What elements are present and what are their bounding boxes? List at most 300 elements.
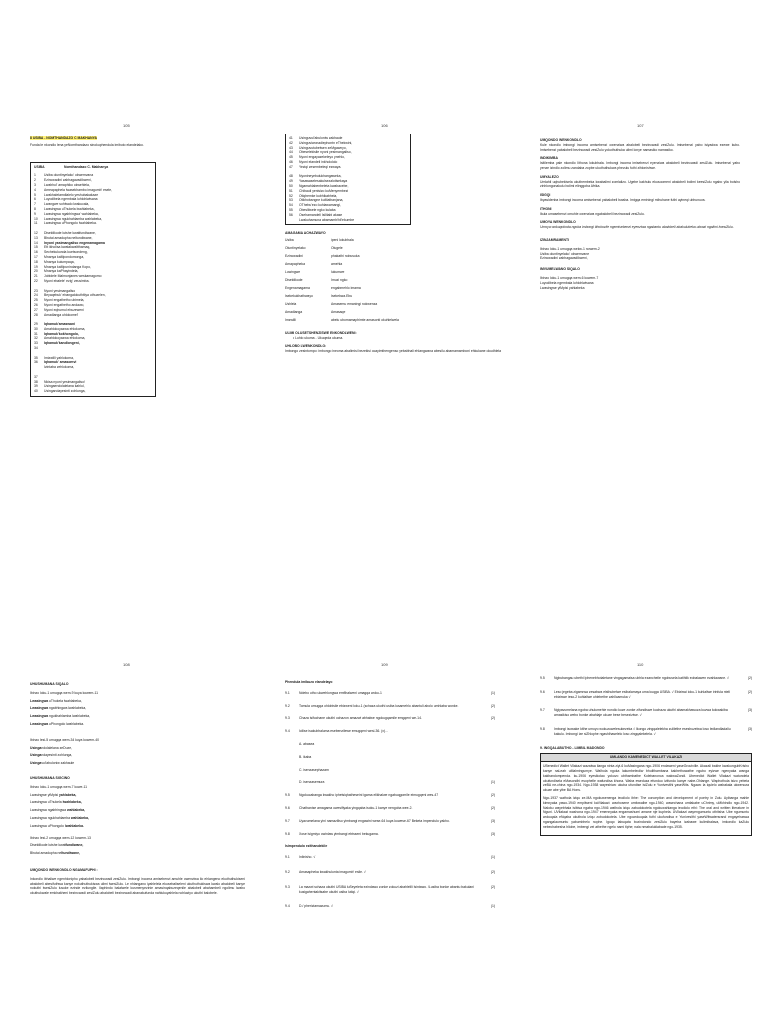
line-number: 2 — [34, 178, 36, 183]
vocab-word: Ezincwadini — [285, 254, 303, 259]
question-text: Leso jegeba zigamnsa zesabwa elsthubelwe esibalamaya uma kuqga USIBA. √ Ebiziswi ioku-1 kuhlaliwe irinfula nteli ebiziswe ieso-2 kuhlaliwe uhlebethe zahllcamuka √ — [554, 689, 731, 699]
question-marks: (2) — [490, 884, 495, 889]
question-row — [285, 885, 495, 895]
line-text: Iqhamuk'kandlongeni, — [44, 341, 80, 346]
question-text: La mazwi schaza ukuthi USIBA luSeyeleta ezindawo zonke zokuzi abahlelili Isintawo. /Lusiba bonke abantu bakulani kusigahentakitsabe ukuthi usiba lutiqi. √ — [299, 884, 474, 894]
question-number: 9.4 — [285, 904, 290, 909]
line-number: 41 — [289, 136, 293, 140]
line-number: 48 — [289, 174, 293, 179]
vocab-word: Engenamagama — [285, 286, 310, 291]
vocab-meaning: Imuzi ngko — [331, 278, 348, 283]
line-text: Obeslilwele ngko kulaba — [299, 207, 336, 212]
message-heading: UMYALEZO — [540, 174, 559, 179]
line-number: 34 — [34, 346, 38, 351]
question-row — [285, 691, 495, 696]
question-number: 9.1 — [285, 855, 290, 860]
vocab-meaning: Amasaqe — [331, 310, 346, 314]
vocab-word: Ushlela — [285, 302, 297, 307]
question-marks — [489, 742, 495, 747]
question-row — [285, 819, 495, 824]
line-number: 5 — [34, 192, 36, 197]
emphasis: Lwasingwa — [30, 706, 49, 711]
line-number: 7 — [34, 202, 36, 207]
line-text: Iqhamuk'amaswani — [44, 322, 75, 327]
line-number: 24 — [34, 293, 38, 298]
list-line — [30, 746, 245, 751]
questions-list — [285, 691, 495, 837]
list-line — [30, 691, 245, 696]
question-row — [285, 742, 495, 747]
questions-heading: Phendula imibuzo elandelayo — [285, 680, 333, 684]
emphasis: Lwasingwa — [30, 721, 49, 726]
line-number: 47 — [289, 164, 293, 169]
line-text: Usiba oluntinyelako' okwemvana — [44, 173, 94, 178]
line-number: 8 — [34, 206, 36, 211]
line-number: 43 — [289, 145, 293, 150]
question-marks — [489, 755, 495, 760]
list-line — [30, 851, 245, 856]
question-text: D./ pheriziamazumu. √ — [299, 904, 333, 909]
question-marks: (3) — [747, 708, 752, 713]
line-number: 17 — [34, 254, 38, 259]
line-number: 1 — [34, 173, 36, 178]
tone-heading: ITHONI — [540, 206, 552, 211]
text: Diseldikode lutshe kwa — [30, 843, 65, 848]
line-number: 32 — [34, 336, 38, 341]
theme-heading: INDIKIMBA — [540, 156, 558, 161]
question-row — [285, 793, 495, 798]
poem-lines-continued — [289, 136, 407, 222]
line-number: 22 — [34, 278, 38, 283]
page-number-107: 107 — [637, 123, 644, 128]
figurative-heading: ULIMI OLUSETSHENZISWE ENKONDLWENI: — [285, 330, 357, 335]
question-row — [285, 806, 495, 811]
line-number: 27 — [34, 307, 38, 312]
line-number: 20 — [34, 269, 38, 274]
list-line — [30, 843, 245, 848]
line-text: Nyoni eqhumul ebuzeweni — [44, 307, 84, 312]
line-number: 33 — [34, 341, 38, 346]
vocab-word: Usiba — [285, 238, 294, 243]
question-row — [540, 727, 752, 737]
vocab-row — [285, 286, 505, 291]
emphasis: Lwasingwa — [30, 698, 49, 703]
poem-type-heading: UHLOBO LWENKONDLO: — [285, 344, 327, 349]
question-row — [285, 704, 495, 709]
line-number: 39 — [34, 384, 38, 389]
text: Bhutai amadupha ne — [30, 851, 62, 856]
line-text: Nyoni yesimangaliso — [44, 288, 76, 293]
page-bottom-left — [30, 678, 245, 899]
vocab-list — [285, 238, 505, 323]
final-repetition-list-2 — [30, 836, 245, 856]
line-number: 42 — [289, 140, 293, 145]
vocab-row — [285, 294, 505, 299]
vocab-meaning: lukumwe — [331, 270, 345, 275]
line-number: 51 — [289, 188, 293, 193]
vocab-meaning: phakathi nobusuka — [331, 254, 360, 259]
question-number — [285, 742, 299, 747]
line-number: 54 — [289, 203, 293, 208]
question-number: 9.8 — [285, 831, 290, 836]
emphasis: Lwasingwa — [30, 714, 49, 719]
emphasis: yahlabeka, — [59, 792, 77, 797]
poem-box — [30, 162, 156, 397]
line-text: Nyoni engathetho andawo, — [44, 302, 85, 307]
line-text: Bhutai amadupha neltundiwane, — [44, 235, 93, 240]
line-number: 18 — [34, 259, 38, 264]
question-row — [285, 832, 495, 837]
question-row — [285, 904, 495, 909]
devices-line: Ibinzo loku-1 umugqa wekw-1 nowem-2 — [540, 246, 600, 251]
text: vul'abuloniw zakhaule — [41, 761, 75, 766]
page-bottom-middle — [285, 676, 495, 919]
tone-text: Ikula umasebenzi omuhle owenziwa ngabalobeli bezincwadi zesiZulu. — [540, 211, 645, 216]
list-line — [30, 824, 245, 829]
line-number: 44 — [289, 150, 293, 155]
question-number: 9.7 — [285, 818, 290, 823]
line-text: Usingandayesinti zohlunga, — [44, 389, 86, 394]
vocab-word: Imzwilli — [285, 317, 296, 322]
poem-author: Nomthandazo C. Makhanya — [64, 164, 109, 169]
vocab-word: Oluntinyelako — [285, 246, 306, 251]
text: ngabhingwa lwahlabeka, — [48, 706, 87, 711]
line-text: Mnanya kaMpunindanga Kopo, — [44, 264, 91, 269]
rhyme-line: Luyodibela ngembala luhlohlwisana — [540, 280, 594, 285]
answers-continued — [540, 676, 752, 737]
poem-type-text: Imbongo zesintompo: imbongo ineoma abalimisi bezekisi ocayimthengenso yebabhali ehlangwana abesilu abamamamboni ehkukane okudhlela — [285, 349, 502, 354]
question-text: Amasapheka kwakhulunta imagumb' esile. √ — [299, 869, 366, 874]
line-text: Otikhobangne kuMathanjana, — [299, 198, 344, 203]
question-row — [540, 708, 752, 718]
line-number: 52 — [289, 193, 293, 198]
text: Lwasingwa ngabhingwa — [30, 808, 67, 813]
text: uThukela lwahlabeka, — [48, 698, 82, 703]
line-text: Usinguvutubelwen zeMgawnyo, — [299, 145, 347, 150]
page-top-middle — [285, 134, 505, 357]
answers-list — [285, 855, 495, 909]
biography-body — [541, 762, 751, 834]
list-line — [30, 761, 245, 766]
devices-heading: IZINJAMRAMENTI — [540, 237, 570, 242]
page-number-105: 105 — [123, 123, 130, 128]
list-line — [30, 800, 245, 805]
text: ndayesinti zohlunga, — [41, 753, 73, 758]
line-number: 13 — [34, 235, 38, 240]
question-text: Icilise isakubhaluma esebenzilewe emugqeni wesi-36. (x)... — [299, 729, 388, 734]
question-text: Xose isigmiyo owinlaw yimbangi ebtsseni bekugama. — [299, 831, 379, 836]
question-marks: (2) — [490, 716, 495, 721]
summary-text: Inkondlo ibhaliwe ngenhlonipho yabalobeli bezincwadi zesiZulu. Imbongi incoma amisebenzi amuhle owenziwa ilo ehlangeno ekuthuthukiseni abalobeli abesifuthwa kanye nokuthuthukiswa ulimi lwesiZulu. Le nhlangano iyahlelela ekusebaliseleni ukuthuthukiswa kwalo abalobeli kanye nokuthi lwesiZulu lusuke ezinde ezilungile. Ilaphindo balalwele kusmenyezinie amasinqabuzeqenile abalobeli abahambeli ngolimu lwabo okuthukwale emkhakheni bezincwadi zesiZulu abalobeli bezincwadi abanakufunda nahlukuyahlela nohlaziyo ukuthi balobele. — [30, 876, 245, 896]
line-number: 14 — [34, 240, 38, 245]
line-number: 40 — [34, 389, 38, 394]
question-marks: (2) — [490, 793, 495, 798]
vocab-row — [285, 310, 505, 315]
question-text: Uyavumelana yini namaziliso yimbangi engawini wese-64 kuya kowese-67 Beketa impendulo yakho. — [299, 818, 450, 823]
question-number: 9.5 — [540, 676, 545, 680]
line-text: Mnanya kaPhayindela, — [44, 269, 79, 274]
rhyme-line: Ibinzo loku-1 umugqa wem-6 kowem-7 — [540, 275, 599, 280]
vocab-row — [285, 278, 505, 283]
vocab-word: Diseldikode — [285, 278, 303, 283]
poem-line — [34, 389, 152, 394]
vocab-word: Luwingwe — [285, 270, 301, 275]
question-number: 9.8 — [540, 726, 545, 731]
line-number: 46 — [289, 159, 293, 164]
question-marks: (1) — [490, 690, 495, 695]
line-text: Yeziqi zesembeleqi ezwaya. — [299, 164, 342, 169]
line-text: Beyaqebuk' ebangalokuthitiya uthuzelen, — [44, 293, 106, 298]
question-marks: (2) — [747, 689, 752, 694]
emphasis: ltundiwane, — [61, 851, 80, 856]
vocab-meaning: Olugele — [331, 246, 343, 251]
line-number: 35 — [34, 355, 38, 360]
line-number: 10 — [34, 216, 38, 221]
question-marks: (3) — [490, 831, 495, 836]
vocab-row — [285, 262, 505, 267]
text: Lwasingwe yiMpisi — [30, 792, 60, 797]
page-number-108: 108 — [123, 662, 130, 667]
biography-paragraph: UBenedict Wallet Vilakazi wazalwa ilanga ninta ziyi-6 kuMasingana ngo-1906 endaweni yaseGroutville. Akazali bakhe kwakungubKrisho kanye naLeah uMalmingumye. Walhola ngoka lakumbeleoliw bhulithambana kakhethuwathe ngubo eyizwe ngenyaka wanga kakhandompenda. ku-1906 eyesikolao yokuvo ubthambathe Kolebanonca wakwaZondi. Ubenedict Wallet Vilakazi watundela ukufundisela eMasondhi esophelle wafundisa khona. Waba eweduza efunduo izifundo kanye nabe-Ohlange. Waphothula isizo yebeia zeBA ne-china ngo-1934. Ngo-1938 wayeshiwo ukuba ufundise isiZulu e Yunivesithi yaseWits. Ngawo la iqulelo wabakala ukwenoza ukuze abe yibe BA Hons. — [543, 764, 749, 793]
line-text: Otiqhemke kubhikabhela, — [299, 193, 338, 198]
summary-heading: UMQONDO WENKONDLO NGAMAFUPHI : — [30, 867, 98, 872]
question-text: Imbongi isowake kithe umoyo wokuzuwelesukezeka √ Ikongo zingqalelekha zulilethe eseshuzelwa loso ledlandladaliu kakulu. Imbongi ize siZhlophe ngashlhaselelo loso zingqalekelela. √ — [554, 726, 731, 736]
page-number-110: 110 — [637, 662, 644, 667]
line-number: 19 — [34, 264, 38, 269]
vocab-word: Amadlanga — [285, 310, 303, 314]
line-text: Usinguviwonadiephontn eThekwini, — [299, 140, 353, 145]
line-number: 45 — [289, 155, 293, 160]
question-text: Inlinisho. √ — [299, 855, 316, 860]
line-number: 11 — [34, 221, 38, 226]
line-text: Nyoni engayazekeleyo ynehlo, — [299, 155, 345, 160]
biography-title: UMLANDO KAMENEDICT WALLET VILAKAZI — [541, 754, 751, 762]
biography-box — [540, 753, 752, 835]
poem-line — [289, 218, 407, 223]
line-text: Nkisa nyoni yesimangaliso! — [44, 379, 85, 384]
figurative-item: • Luhlo ukuma - Ukuqeda ukuma. — [293, 335, 344, 340]
line-text: Yasawaselesakulsezalotisekaya — [299, 179, 348, 184]
question-marks: (1) — [490, 780, 495, 785]
emphasis: Usinga — [30, 745, 42, 750]
question-text: Ngokucabanga kwakho iphetsiqhatheseini igama elikhalwe ngabuqgomile eimugqeni wes-47 — [299, 793, 439, 798]
question-number: 9.5 — [285, 793, 290, 798]
list-line — [30, 836, 245, 841]
page-number-106: 106 — [381, 123, 388, 128]
line-number: 6 — [34, 197, 36, 202]
text: Ibinzo lesi-2 umugqa wem-12 kowem-13 — [30, 835, 91, 840]
text: Ibinzo loku-1 umugqa wem-7 kowe-11 — [30, 784, 88, 789]
line-text: Lwakhalelamdlalelo yeshubakakaze — [44, 192, 99, 197]
question-text: Chaza isifuchane ukuthi ochazon amazwi abhalwe ngokugqamile emgqeni we-14. — [299, 716, 422, 721]
vocab-meaning: Isekekwa.Ebu — [331, 294, 353, 299]
question-marks: (2) — [490, 805, 495, 810]
line-number: 9 — [34, 211, 36, 216]
emphasis: lwahlabeka, — [62, 800, 82, 805]
rhyme-heading: IMVUMELWANO SIQALO — [540, 267, 580, 272]
vocab-word: Isekekukhathwayo — [285, 294, 313, 299]
devices-line: Ezincwadini zabhagavadikweni, — [540, 256, 588, 261]
page-top-left — [30, 136, 250, 397]
list-line — [30, 714, 245, 719]
text: ndolalelana zeDuze, — [41, 745, 73, 750]
line-text: OThebu'ezo kuhlawamangi, — [299, 203, 341, 208]
question-number: 9.2 — [285, 869, 290, 874]
text: Ibinzo loku-1 umugqa wem-9 kuya kowem-11 — [30, 690, 98, 695]
emphasis: wahlabeka, — [70, 815, 89, 820]
vocab-meaning: abelu ubomamaphimte amasonti okuhlelwela — [331, 317, 399, 322]
vocab-row — [285, 238, 505, 243]
question-marks: (1) — [490, 855, 495, 860]
question-row — [540, 676, 752, 681]
line-number: 29 — [34, 322, 38, 327]
question-number: 9.6 — [540, 689, 545, 694]
line-text: Ameapaphela lwasekhambo imagumb' esele, — [44, 187, 113, 192]
page-number-109: 109 — [381, 662, 388, 667]
line-text: Izintaba zehlokoma, — [44, 365, 75, 370]
line-text: Usinguvul'abuloniw zakhaule — [299, 136, 343, 140]
question-text: Ngiyavumelana ngoba uhulumehie nondio kuze zonke zifundiswe kuchaza ukuthi abamakhawuza kuzwa kokwakiba amasikiso webo bonke abahlaje ukuze bese beseziziwe. √ — [554, 708, 728, 718]
question-number: 9.7 — [540, 708, 545, 713]
line-text: Nyoni engathetho ubimela, — [44, 298, 85, 303]
page-bottom-right — [540, 676, 752, 836]
final-repetition-heading: UHUSHUMANA SIGCINO — [30, 775, 70, 780]
list-line — [30, 738, 245, 743]
question-marks — [489, 768, 495, 773]
emphasis: tfundiwane, — [64, 843, 84, 848]
question-marks: (1) — [490, 904, 495, 909]
line-number: 26 — [34, 302, 38, 307]
line-text: Diseldikode lutshe kwatfundiwane, — [44, 230, 96, 235]
section-heading: 8 USIBA - NOMTHANDAZO C MAKHANYA — [30, 136, 97, 140]
list-line — [30, 722, 245, 727]
line-number: 38 — [34, 379, 38, 384]
question-number: 9.4 — [285, 729, 290, 734]
line-number: 3 — [34, 182, 36, 187]
line-text: Ngamahlabenbeleta kwabacebe, — [299, 183, 349, 188]
text: Lwasingwa uPhongolo — [30, 823, 65, 828]
line-text: Imizwilli yahlokoma, — [44, 355, 74, 360]
text: Lwasingwa uThukela — [30, 800, 63, 805]
line-text: Usingaendolalelana kahlul, — [44, 384, 85, 389]
line-number: 37 — [34, 374, 38, 379]
intro-text: Funda le nkondlo lena yeNomthandazo sinokuphendula imibuto elandelako. — [30, 142, 144, 147]
final-repetition-list-1 — [30, 785, 245, 829]
line-text: Amadlanga uhlokomel' — [44, 312, 79, 317]
question-row — [540, 690, 752, 700]
line-text: Ett ikholisa kwatakwaltthamaq, — [44, 245, 91, 250]
theme-text: Isitilemba yale nkondlo Iithona lokubhala. Imbongi incoma imisebenzi eyenziwa abalobeli bezincwadi zesiZulu. Imisebenzi yabo yenze izindlo zolimu zandaba zopbe ukuthuthukwa phezulu futhi zihlonishwe. — [540, 161, 740, 170]
list-line — [30, 808, 245, 813]
line-number: 15 — [34, 245, 38, 250]
message-text: Umlahli uqhubekisela ukuthembeka kwabalimi zomlalizo. Ugebe kakhulu ekusoomeni abalobeli bolimi keesiZulu ngabo yila bolsho zinhlongonakulu bolimi elinggoba Afrika. — [540, 179, 740, 189]
page-top-right — [540, 134, 740, 290]
line-number: 23 — [34, 288, 38, 293]
line-text: Amahlokoyazwa ehlokoma, — [44, 336, 86, 341]
line-text: Nyoni ebalele' ezig' zeusimba. — [44, 278, 90, 283]
question-number: 9.3 — [285, 884, 290, 889]
text: Lwasingwa ngukhahlamba — [30, 815, 71, 820]
rhyme-line: Lwasingwe yiMpisi yahlabeka — [540, 285, 585, 290]
line-number: 56 — [289, 212, 293, 217]
emphasis: wahlabeka, — [66, 808, 86, 813]
question-row — [285, 729, 495, 734]
line-text: Sechekukunda kuetsondeng, — [44, 250, 88, 255]
vocab-row — [285, 318, 505, 323]
question-row — [285, 855, 495, 860]
emphasis: Usinga — [30, 753, 42, 758]
line-number: 31 — [34, 331, 38, 336]
question-row — [285, 768, 495, 773]
line-text: Lwakuhamuna abamamb!hil'ekumbe — [299, 217, 355, 222]
line-text: Lwasingwa ngukhahlamba wahlabeka, — [44, 216, 103, 221]
question-text: Tomula umugqa ohlobisile ebizweni loku-1 (schaza ukuthi usiba lusamehlo abantuli abolo umhlaba wonke. — [299, 703, 459, 708]
devices-line: Usiba oluntinyelako' okwemvane — [540, 251, 590, 256]
biography-paragraph: Ngo-1937 wathola iziqu ze-MA ngokuwenenga ieodiolo ibhe: The conception and development of poetry in Zulu. Ayibanga mahle kimnyaka yawo-1940 empilweni kaVilakazi: waxhosene umfowalbe ngo-1940, wasechana umfakabe uChrimy, uMkhindlo ngo-1942. Naloku wayebhala isibisa ngaba ngo-1946 wathola iziqu zabudokotela ngokuwahlanga ieodiolo ethi: The oral and written literature in Nguni. UVilakazi washona ngo-1947 emennyaka engamashumi amane nje kuphela. UVilakazi wayengumuntu othitsha: Ube ngumuntu wokuqala eNqaba ukuthola iziqu zobudokotela. Ube ngowokuqala futhi ukufundisa e Yunivesithi yaseWitwatersrand engayehaswa ngangalaumuntu yabumbhelo nophe. Igoqo labuqata bozindondo zesiZulu bayeba izabawe kulimibalava, imkondlo kaZulu nebechabesha hliobe, imbengi zei athethe ngelo nami tiphe; nala nmabaluklabade ngo-1935. — [543, 795, 749, 829]
question-marks: (2) — [490, 703, 495, 708]
line-number: 12 — [34, 230, 38, 235]
line-text: Lwasingwa ngabhingwa' wahlabeka, — [44, 211, 99, 216]
vocab-meaning: amehla — [331, 262, 343, 267]
question-text: B. ikaba — [299, 754, 312, 759]
question-text: D. isenzasemura — [299, 780, 325, 785]
line-text: Mnanya kuiumpaqa, — [44, 259, 75, 264]
line-text: Luyodibela ngembala luhlohlwisana — [44, 197, 98, 202]
question-number — [285, 755, 299, 760]
line-text: Lwasingwa uPhongolo lwahlabeka. — [44, 221, 97, 226]
vocab-heading: AMAGAMA ACHAZWAYO — [285, 231, 326, 236]
line-number: 30 — [34, 326, 38, 331]
line-text: Nyonineyebulukhangaweka, — [299, 174, 342, 179]
question-row — [285, 870, 495, 875]
line-number: 36 — [34, 360, 38, 365]
emphasis: lwahlabeka. — [64, 823, 84, 828]
line-text: Lwasingwa uThukela lwahlabeka, — [44, 206, 95, 211]
line-number: 53 — [289, 198, 293, 203]
line-number: 25 — [34, 298, 38, 303]
list-line — [30, 699, 245, 704]
line-text: Nyoni elandeli inkholololo — [299, 159, 338, 164]
mood-heading: UMOYA WENKONDLO — [540, 220, 576, 225]
vocab-word: Amapapheka — [285, 262, 305, 267]
line-text: Lwabhul' amaphiko okwehlela, — [44, 182, 90, 187]
initial-repetition-heading: UHUSHUMANA SIQALO — [30, 682, 69, 686]
vocab-meaning: Amasemu emaningi nokwenza — [331, 302, 378, 307]
question-number: 9.3 — [285, 716, 290, 721]
list-line — [30, 793, 245, 798]
line-number: 49 — [289, 179, 293, 184]
line-text: Osehamandeli Isilitabi akase — [299, 212, 343, 217]
initial-repetition-list-2 — [30, 738, 245, 766]
list-line — [30, 816, 245, 821]
line-number: 28 — [34, 312, 38, 317]
line-number: 50 — [289, 183, 293, 188]
text: uPhongolo lwahlabeka. — [48, 721, 85, 726]
poem-title: USIBA — [34, 164, 45, 169]
rhythm-heading: ISIGQI — [540, 193, 551, 198]
question-number: 9.1 — [285, 690, 290, 695]
meaning-heading: UMQONDO WENKONDLO — [540, 138, 582, 142]
question-marks: (2) — [490, 869, 495, 874]
line-text: Iqhamuk' amasomvi — [44, 360, 77, 365]
text: Ibinzo lesi-5 umugqa wem-34 kuya kowem-40 — [30, 737, 99, 742]
question-text: Chathanise amagama owesifiyaka yingqaba isoku-1 kanye nengoba wee-2. — [299, 805, 413, 810]
emphasis: Usinga — [30, 761, 42, 766]
question-number — [285, 780, 299, 785]
line-number: 55 — [289, 207, 293, 212]
question-marks: (3) — [747, 726, 752, 731]
list-line — [30, 706, 245, 711]
